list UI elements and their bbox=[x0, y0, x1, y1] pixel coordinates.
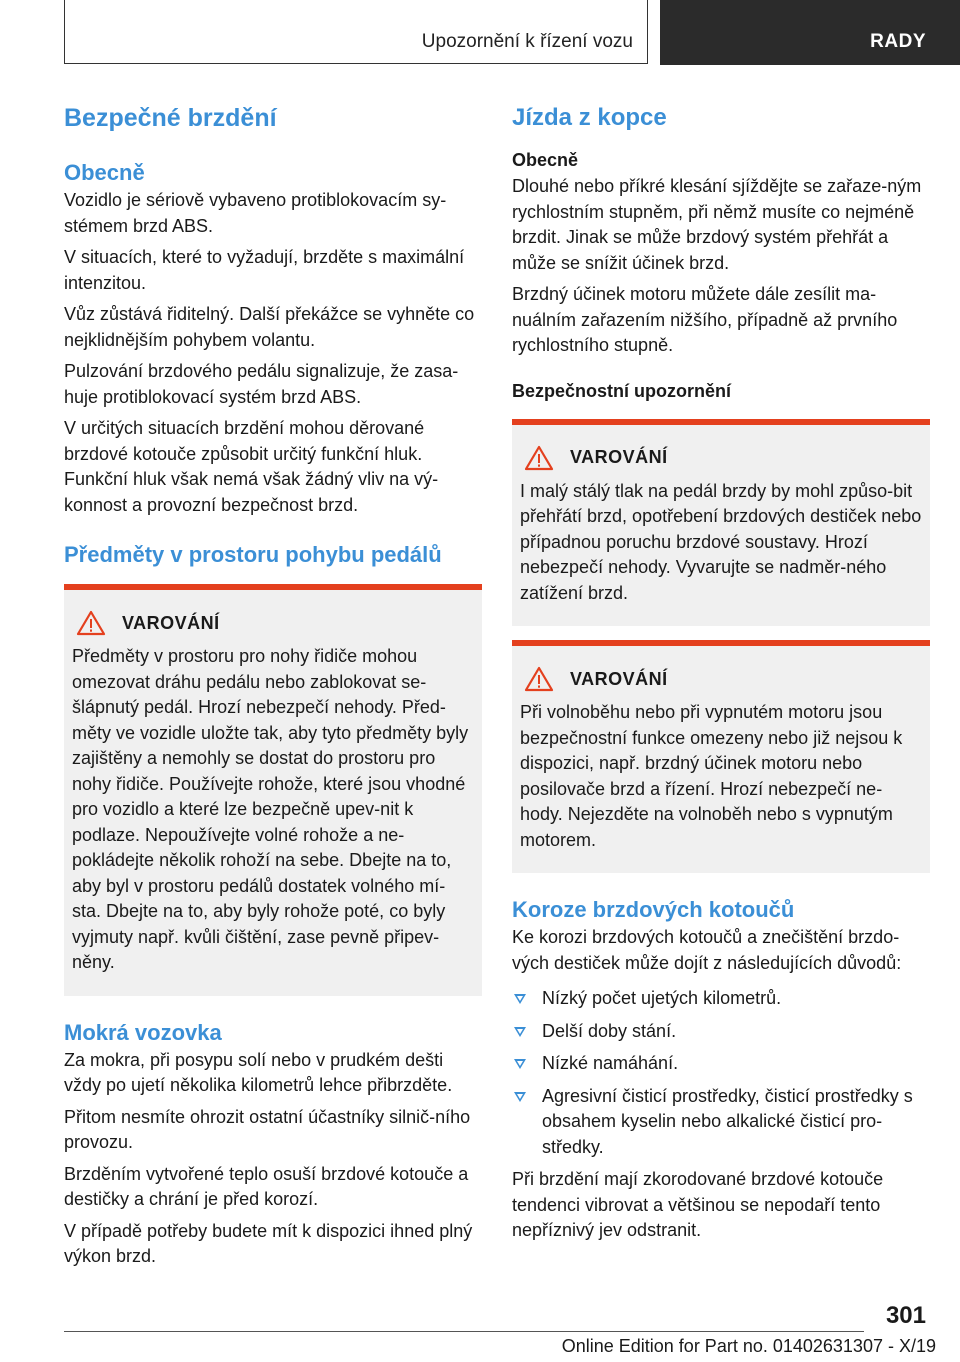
paragraph-wet-2: Přitom nesmíte ohrozit ostatní účastníky silnič-ního provozu. bbox=[64, 1106, 471, 1152]
footer-edition: Online Edition for Part no. 01402631307 - X/19 bbox=[561, 1336, 936, 1356]
warning-box-coasting bbox=[512, 640, 930, 873]
heading-general: Obecně bbox=[64, 160, 145, 185]
bullet-triangle-icon bbox=[514, 1059, 526, 1069]
header-section-title: Upozornění k řízení vozu bbox=[421, 31, 633, 52]
bullet-triangle-icon bbox=[514, 1092, 526, 1102]
corrosion-causes-list bbox=[512, 986, 930, 1160]
heading-disc-corrosion: Koroze brzdových kotoučů bbox=[512, 897, 795, 922]
bullet-triangle-icon bbox=[514, 1027, 526, 1037]
paragraph-wet-3: Brzděním vytvořené teplo osuší brzdové kotouče a destičky a chrání je před korozí. bbox=[64, 1163, 469, 1209]
paragraph-steerable: Vůz zůstává řiditelný. Další překážce se vyhněte co nejklidnějším pohybem volantu. bbox=[64, 304, 475, 350]
paragraph-wet-4: V případě potřeby budete mít k dispozici ihned plný výkon brzd. bbox=[64, 1220, 473, 1266]
paragraph-downhill-1: Dlouhé nebo příkré klesání sjíždějte se zařaze-ným rychlostním stupněm, při němž musíte co nejméně brzdit. Jinak se může brzdový systém přehřát a může se snížit účinek brzd. bbox=[512, 176, 922, 273]
header-chapter-label: RADY bbox=[870, 31, 926, 52]
paragraph-noise: V určitých situacích brzdění mohou děrované brzdové kotouče způsobit určitý funkční hluk. Funkční hluk však nemá však žádný vliv na vý-konnost a provozní bezpečnost brzd. bbox=[64, 418, 439, 515]
warning-title: VAROVÁNÍ bbox=[570, 668, 668, 689]
paragraph-max-intensity: V situacích, které to vyžadují, brzděte s maximální intenzitou. bbox=[64, 247, 465, 293]
header-section-box bbox=[64, 0, 648, 64]
warning-box-pedal bbox=[64, 584, 482, 996]
paragraph-corrosion-outro: Při brzdění mají zkorodované brzdové kotouče tendenci vibrovat a většinou se nepodaří tento nepříznivý jev odstranit. bbox=[512, 1169, 884, 1240]
bullet-triangle-icon bbox=[514, 994, 526, 1004]
right-column bbox=[512, 100, 930, 1244]
list-item: Nízký počet ujetých kilometrů. bbox=[512, 986, 930, 1012]
warning-text-pressure: I malý stálý tlak na pedál brzdy by mohl způso-bit přehřátí brzd, opotřebení brzdových destiček nebo případnou poruchu brzdové soustavy. Hrozí nebezpečí nehody. Vyvarujte se nadměr-ného zatížení brzd. bbox=[520, 480, 922, 603]
paragraph-wet-1: Za mokra, při posypu solí nebo v prudkém dešti vždy po ujetí několika kilometrů lehce přibrzděte. bbox=[64, 1049, 453, 1095]
header-chapter-tab bbox=[660, 0, 960, 65]
page-number: 301 bbox=[885, 1302, 926, 1329]
warning-triangle-icon bbox=[524, 666, 554, 692]
warning-title: VAROVÁNÍ bbox=[122, 612, 220, 633]
paragraph-abs: Vozidlo je sériově vybaveno protiblokovacím sy-stémem brzd ABS. bbox=[64, 190, 447, 236]
heading-downhill: Jízda z kopce bbox=[512, 104, 667, 131]
warning-title: VAROVÁNÍ bbox=[570, 447, 668, 467]
paragraph-corrosion-intro: Ke korozi brzdových kotoučů a znečištění brzdo-vých destiček může dojít z následujících důvodů: bbox=[512, 927, 902, 973]
list-item: Nízké namáhání. bbox=[512, 1051, 930, 1077]
warning-triangle-icon bbox=[76, 610, 106, 636]
paragraph-downhill-2: Brzdný účinek motoru můžete dále zesílit ma-nuálním zařazením nižšího, případně až prvního rychlostního stupně. bbox=[512, 284, 898, 355]
subheading-safety-notes: Bezpečnostní upozornění bbox=[512, 380, 732, 401]
list-item: Delší doby stání. bbox=[512, 1019, 930, 1045]
warning-text-pedal: Předměty v prostoru pro nohy řidiče mohou omezovat dráhu pedálu nebo zablokovat se-šlápnutý pedál. Hrozí nebezpečí nehody. Před-měty ve vozidle uložte tak, aby tyto předměty byly zajištěny a nemohly se dostat do prostoru pro nohy řidiče. Používejte rohože, které jsou vhodné pro vozidlo a které lze bezpečně upev-nit k podlaze. Nepoužívejte volné rohože a ne-pokládejte několik rohoží na sebe. Dbejte na to, aby byl v prostoru pedálů dostatek volného mí-sta. Dbejte na to, aby byly rohože poté, co byly vyjmuty např. kvůli čištění, zase pevně připev-něny. bbox=[72, 646, 469, 972]
footer-divider bbox=[64, 1331, 864, 1332]
heading-wet-road: Mokrá vozovka bbox=[64, 1019, 222, 1045]
warning-triangle-icon bbox=[524, 445, 554, 471]
heading-safe-braking: Bezpečné brzdění bbox=[64, 104, 277, 132]
paragraph-pulsing: Pulzování brzdového pedálu signalizuje, že zasa-huje protiblokovací systém brzd ABS. bbox=[64, 361, 459, 407]
subheading-general: Obecně bbox=[512, 150, 579, 170]
warning-box-pressure bbox=[512, 419, 930, 627]
heading-pedal-objects: Předměty v prostoru pohybu pedálů bbox=[64, 542, 442, 567]
list-item: Agresivní čisticí prostředky, čisticí prostředky s obsahem kyselin nebo alkalické čisticí pro-středky. bbox=[512, 1084, 930, 1161]
left-column bbox=[64, 100, 482, 1270]
warning-text-coasting: Při volnoběhu nebo při vypnutém motoru jsou bezpečnostní funkce omezeny nebo již nejsou k dispozici, např. brzdný účinek motoru nebo posilovače brzd a řízení. Hrozí nebezpečí ne-hody. Nejezděte na volnoběh nebo s vypnutým motorem. bbox=[520, 702, 903, 850]
